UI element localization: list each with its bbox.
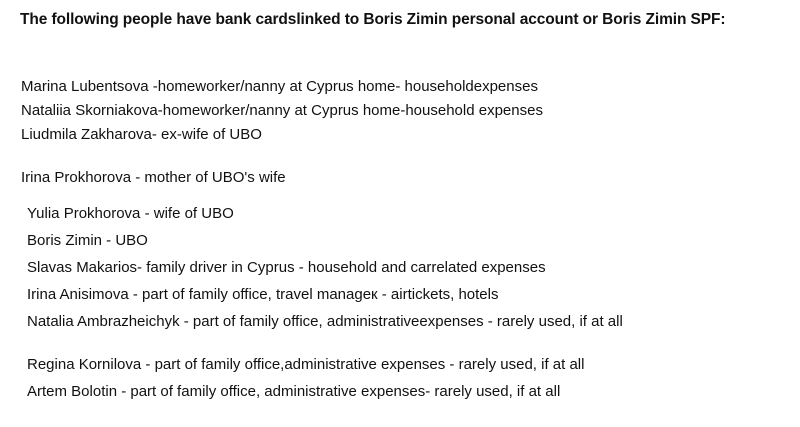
person-line: Irina Anisimova - part of family office, travel manageк - airtickets, hotels bbox=[27, 286, 499, 303]
document-heading: The following people have bank cardslinked to Boris Zimin personal account or Boris Zimin SPF: bbox=[20, 11, 726, 28]
person-line: Slavas Makarios- family driver in Cyprus - household and carrelated expenses bbox=[27, 259, 546, 276]
person-line: Yulia Prokhorova - wife of UBO bbox=[27, 205, 234, 222]
person-line: Artem Bolotin - part of family office, administrative expenses- rarely used, if at all bbox=[27, 383, 561, 400]
person-line: Marina Lubentsova -homeworker/nanny at Cyprus home- householdexpenses bbox=[21, 78, 538, 95]
person-line: Boris Zimin - UBO bbox=[27, 232, 148, 249]
person-line: Natalia Ambrazheichyk - part of family office, administrativeexpenses - rarely used, if at all bbox=[27, 313, 623, 330]
person-line: Nataliia Skorniakova-homeworker/nanny at Cyprus home-household expenses bbox=[21, 102, 543, 119]
person-line: Irina Prokhorova - mother of UBO's wife bbox=[21, 169, 286, 186]
person-line: Liudmila Zakharova- ex-wife of UBO bbox=[21, 126, 262, 143]
person-line: Regina Kornilova - part of family office,administrative expenses - rarely used, if at all bbox=[27, 356, 585, 373]
